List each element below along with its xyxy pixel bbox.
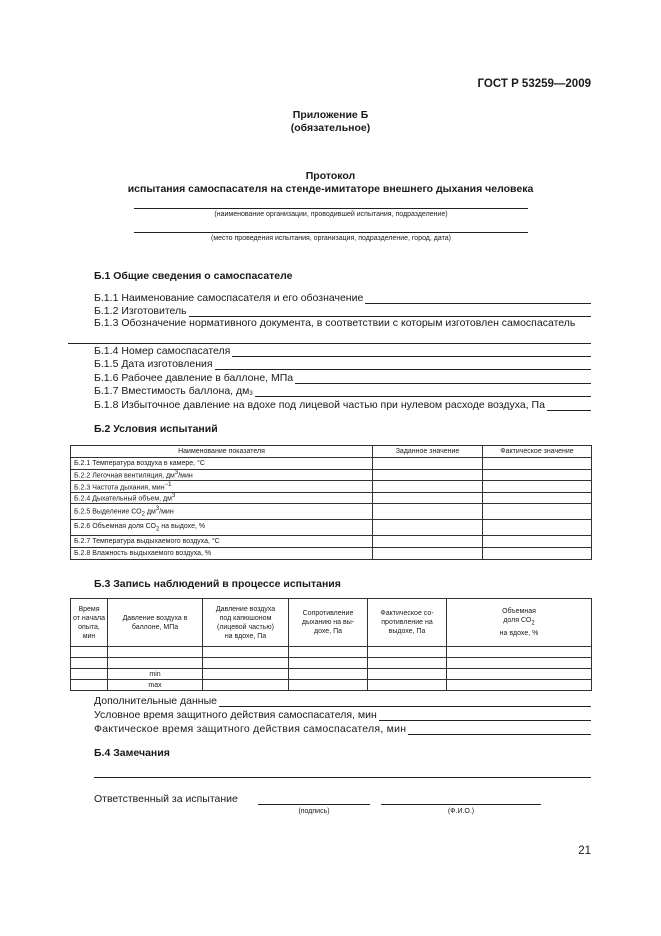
- remarks-line[interactable]: [94, 777, 591, 778]
- col-header: Заданное значение: [373, 446, 483, 458]
- signature-line[interactable]: [258, 804, 370, 805]
- section4-heading: Б.4 Замечания: [94, 747, 170, 759]
- table-row: Б.2.1 Температура воздуха в камере, °С: [71, 458, 592, 470]
- field-pressure: Б.1.6 Рабочее давление в баллоне, МПа: [94, 371, 591, 384]
- field-actual-time: Фактическое время защитного действия самоспасателя, мин: [94, 722, 591, 735]
- field-line[interactable]: [408, 725, 591, 735]
- field-standard-doc: Б.1.3 Обозначение нормативного документа, в соответствии с которым изготовлен самоспасатель: [94, 317, 576, 329]
- col-header: Объемная доля $СО_2$ на вдохе, %: [447, 599, 592, 647]
- table-row-min: [71, 669, 592, 680]
- appendix-title: Приложение Б: [292, 109, 369, 121]
- field-number: Б.1.4 Номер самоспасателя: [94, 344, 591, 357]
- field-capacity: Б.1.7 Вместимость баллона, дм $_3$: [94, 384, 591, 397]
- conditions-table: [70, 445, 592, 560]
- col-header: Фактическое со- противление на выдохе, Па: [368, 599, 447, 647]
- protocol-subtitle: испытания самоспасателя на стенде-имитаторе внешнего дыхания человека: [127, 183, 534, 195]
- table-row: [71, 647, 592, 658]
- appendix-status: (обязательное): [290, 122, 371, 134]
- col-header: Наименование показателя: [71, 446, 373, 458]
- table-row: Б.2.4 Дыхательный объем, $дм^3$: [71, 492, 592, 504]
- observations-table: [70, 598, 592, 691]
- field-line[interactable]: [255, 387, 591, 397]
- page-number: 21: [578, 845, 591, 857]
- name-line[interactable]: [381, 804, 541, 805]
- section1-heading: Б.1 Общие сведения о самоспасателе: [94, 270, 293, 282]
- table-row: Б.2.7 Температура выдыхаемого воздуха, °С: [71, 536, 592, 548]
- table-row: Б.2.8 Влажность выдыхаемого воздуха, %: [71, 547, 592, 559]
- field-name: Б.1.1 Наименование самоспасателя и его обозначение: [94, 291, 591, 304]
- table-row: [71, 658, 592, 669]
- field-line[interactable]: [295, 374, 591, 384]
- field-line[interactable]: [379, 711, 591, 721]
- place-caption: (место проведения испытания, организация, подразделение, город, дата): [211, 235, 451, 242]
- field-line[interactable]: [219, 697, 591, 707]
- field-line[interactable]: [547, 401, 591, 411]
- min-label: min: [108, 669, 203, 680]
- col-header: Давление воздуха под капюшоном (лицевой частью) на вдохе, Па: [203, 599, 289, 647]
- name-caption: (Ф.И.О.): [447, 808, 475, 815]
- place-line: [134, 232, 528, 233]
- org-line: [134, 208, 528, 209]
- field-line[interactable]: [365, 294, 591, 304]
- field-manufacturer: Б.1.2 Изготовитель: [94, 304, 591, 317]
- col-header: Фактическое значение: [483, 446, 592, 458]
- table-row-max: [71, 680, 592, 691]
- table-row: Б.2.3 Частота дыхания, мин$^{-1}$: [71, 481, 592, 493]
- col-header: Давление воздуха в баллоне, МПа: [108, 599, 203, 647]
- max-label: max: [108, 680, 203, 691]
- table-header-row: [71, 446, 592, 458]
- section2-heading: Б.2 Условия испытаний: [94, 423, 218, 435]
- field-date: Б.1.5 Дата изготовления: [94, 357, 591, 370]
- table-row: Б.2.5 Выделение $СО_2$ $дм^3$/мин: [71, 504, 592, 520]
- signature-label: Ответственный за испытание: [94, 793, 238, 805]
- table-header-row: [71, 599, 592, 647]
- table-row: Б.2.6 Объемная доля $СО_2$ на выдохе, %: [71, 520, 592, 536]
- table-row: Б.2.2 Легочная вентиляция, $дм^3$/мин: [71, 469, 592, 481]
- field-line[interactable]: [215, 360, 591, 370]
- col-header: Время от начала опыта, мин: [71, 599, 108, 647]
- org-caption: (наименование организации, проводившей испытания, подразделение): [214, 211, 448, 218]
- field-overpressure: Б.1.8 Избыточное давление на вдохе под лицевой частью при нулевом расходе воздуха, Па: [94, 398, 591, 411]
- col-header: Сопротивление дыханию на вы- дохе, Па: [289, 599, 368, 647]
- field-conditional-time: Условное время защитного действия самоспасателя, мин: [94, 708, 591, 721]
- section3-heading: Б.3 Запись наблюдений в процессе испытания: [94, 578, 341, 590]
- signature-caption: (подпись): [298, 808, 330, 815]
- field-line[interactable]: [189, 307, 591, 317]
- field-additional: Дополнительные данные: [94, 694, 591, 707]
- field-line[interactable]: [232, 347, 591, 357]
- protocol-title: Протокол: [305, 170, 356, 182]
- standard-number: ГОСТ Р 53259—2009: [477, 78, 591, 90]
